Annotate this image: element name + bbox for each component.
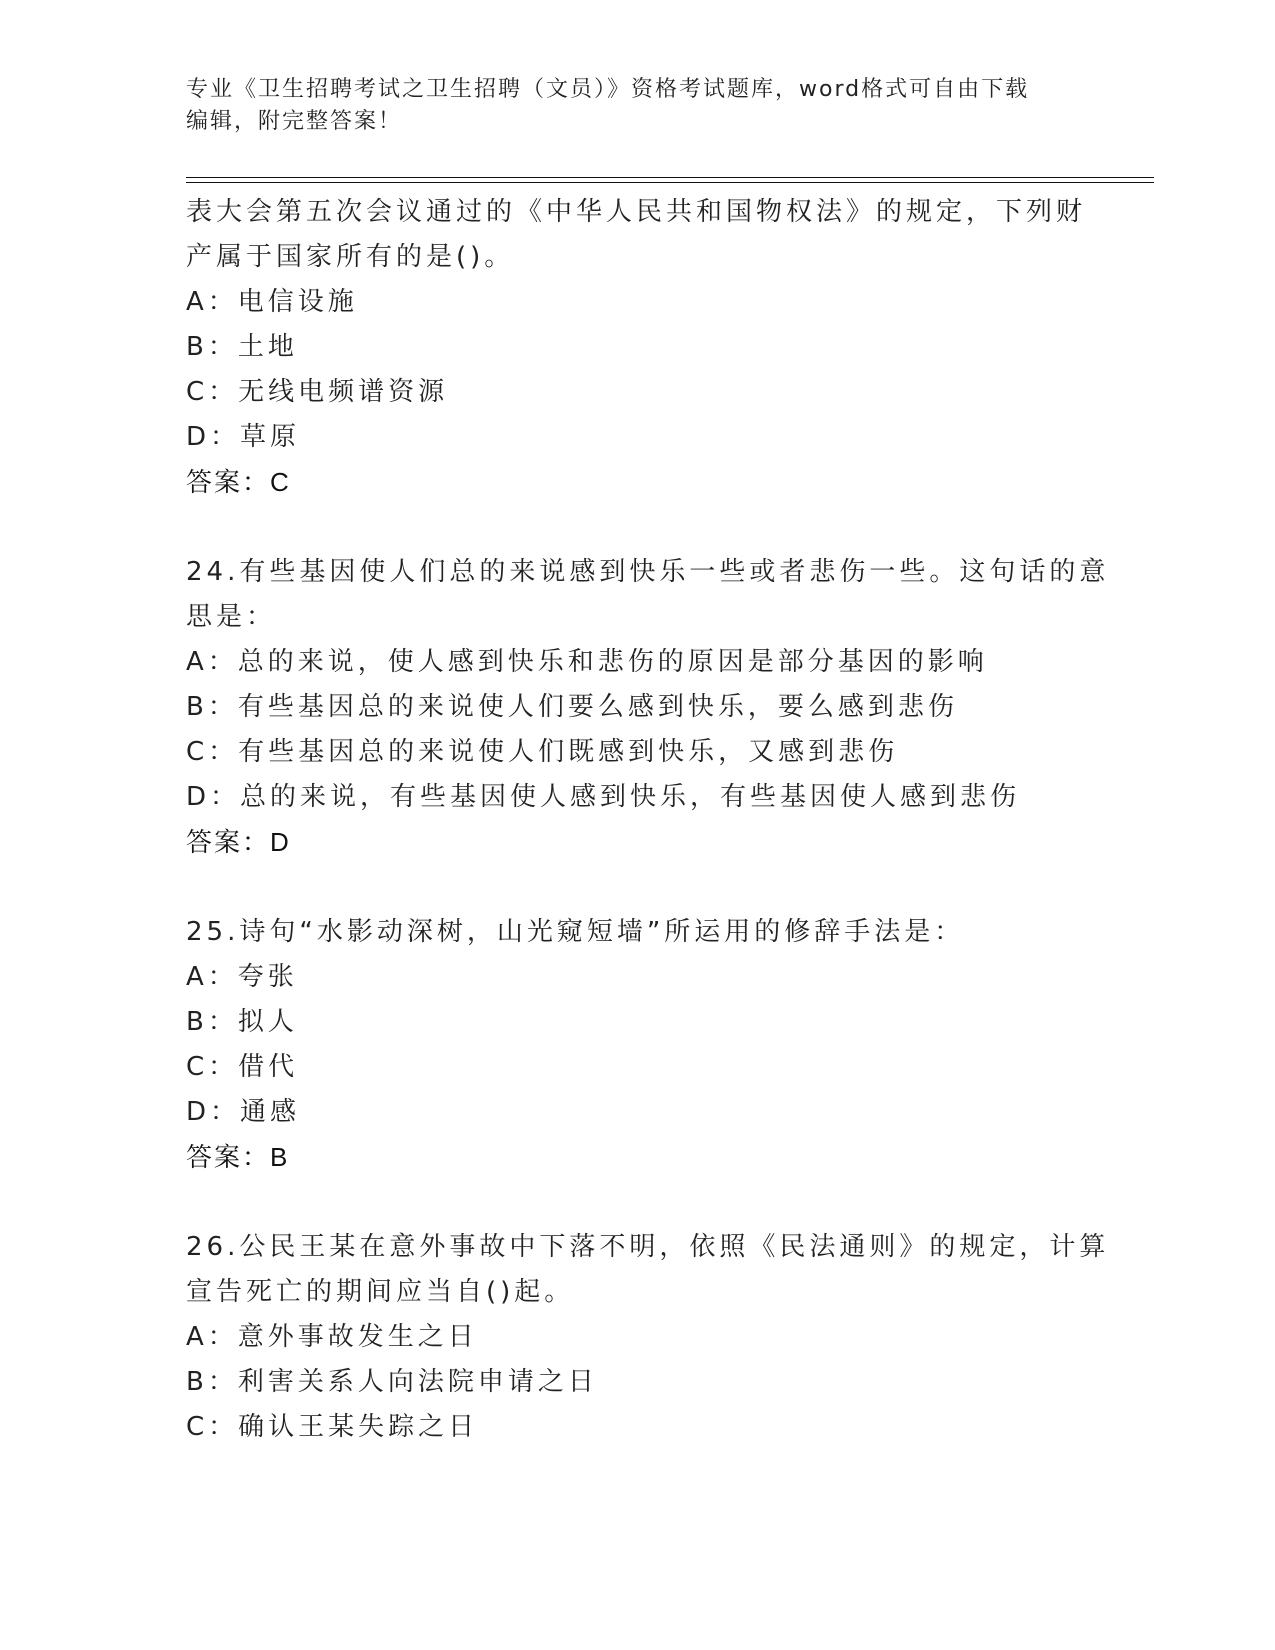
answer-line: 答案：B — [186, 1142, 290, 1172]
document-header — [186, 74, 1066, 138]
option-d: D：草原 — [186, 422, 301, 452]
option-a: A：意外事故发生之日 — [186, 1322, 478, 1352]
option-b: B：有些基因总的来说使人们要么感到快乐，要么感到悲伤 — [186, 692, 958, 722]
question-block — [186, 910, 1086, 1180]
option-b: B：利害关系人向法院申请之日 — [186, 1367, 598, 1397]
header-line-1: 专业《卫生招聘考试之卫生招聘（文员）》资格考试题库，word格式可自由下载 — [186, 77, 1030, 102]
question-stem-line: 思是： — [186, 602, 277, 632]
header-divider-top — [186, 177, 1154, 178]
question-stem-line: 25.诗句“水影动深树，山光窥短墙”所运用的修辞手法是： — [186, 917, 965, 947]
spacer — [186, 1180, 1086, 1225]
question-block — [186, 190, 1086, 505]
option-c: C：借代 — [186, 1052, 299, 1082]
spacer — [186, 505, 1086, 550]
option-c: C：无线电频谱资源 — [186, 377, 449, 407]
option-a: A：夸张 — [186, 962, 298, 992]
question-block — [186, 550, 1110, 865]
answer-line: 答案：C — [186, 467, 291, 497]
question-block — [186, 1225, 1110, 1450]
question-stem-line: 24.有些基因使人们总的来说感到快乐一些或者悲伤一些。这句话的意 — [186, 557, 1110, 587]
answer-line: 答案：D — [186, 827, 291, 857]
option-a: A：电信设施 — [186, 287, 358, 317]
question-stem-line: 表大会第五次会议通过的《中华人民共和国物权法》的规定，下列财 — [186, 197, 1087, 227]
question-stem-line: 产属于国家所有的是()。 — [186, 242, 515, 272]
question-stem-line: 宣告死亡的期间应当自()起。 — [186, 1277, 575, 1307]
option-b: B：土地 — [186, 332, 298, 362]
header-line-2: 编辑，附完整答案！ — [186, 109, 403, 134]
option-b: B：拟人 — [186, 1007, 298, 1037]
option-d: D：通感 — [186, 1097, 301, 1127]
question-list — [186, 190, 1110, 1450]
header-divider-bottom — [186, 182, 1154, 183]
option-c: C：确认王某失踪之日 — [186, 1412, 479, 1442]
option-d: D：总的来说，有些基因使人感到快乐，有些基因使人感到悲伤 — [186, 782, 1021, 812]
option-a: A：总的来说，使人感到快乐和悲伤的原因是部分基因的影响 — [186, 647, 988, 677]
option-c: C：有些基因总的来说使人们既感到快乐，又感到悲伤 — [186, 737, 899, 767]
spacer — [186, 865, 1086, 910]
question-stem-line: 26.公民王某在意外事故中下落不明，依照《民法通则》的规定，计算 — [186, 1232, 1110, 1262]
